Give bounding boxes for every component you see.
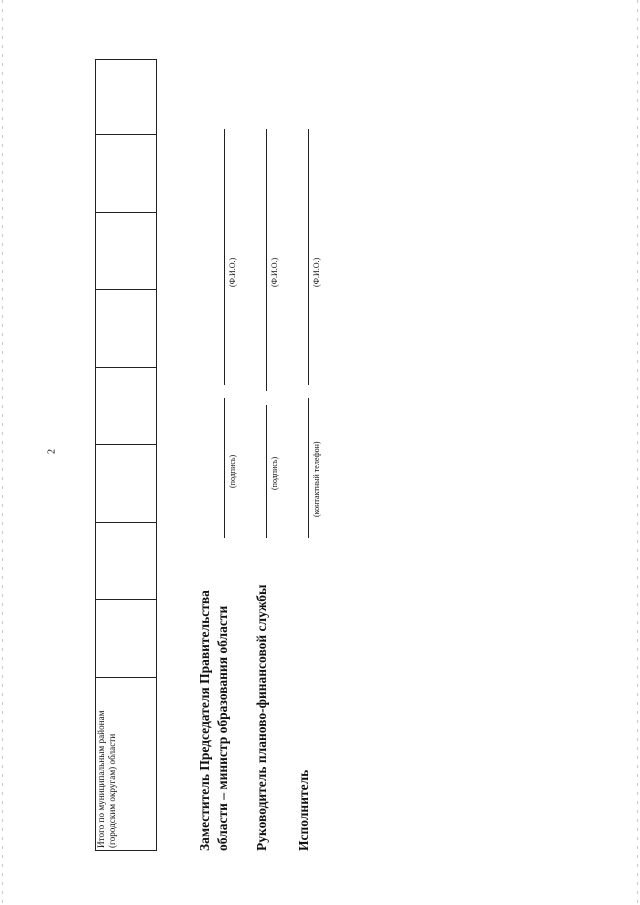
finance-head-name-line [266,129,267,391]
deputy-signature-hint: (подпись) [228,454,237,488]
executor-title: Исполнитель [296,769,311,851]
table-column-divider [96,212,156,213]
deputy-name-line [224,129,225,385]
finance-head-name-hint: (Ф.И.О.) [270,257,279,287]
executor-phone-line [308,398,309,538]
table-column-divider [96,367,156,368]
table-column-divider [96,444,156,445]
deputy-title-line1: Заместитель Председателя Правительства [197,590,212,851]
executor-name-hint: (Ф.И.О.) [312,257,321,287]
total-row-label: Итого по муниципальным районам (городским округам) области [96,710,118,848]
finance-head-signature-line [266,405,267,538]
table-column-divider [96,522,156,523]
deputy-title-line2: области – министр образования области [215,605,230,851]
scan-edge-left [2,0,3,905]
scan-edge-right [637,0,638,905]
deputy-signature-line [224,398,225,538]
total-row-header-cell [96,676,156,850]
page-number: 2 [46,449,58,454]
summary-table [95,59,157,851]
executor-phone-hint: (контактный телефон) [312,441,321,517]
table-column-divider [96,599,156,600]
table-column-divider [96,289,156,290]
finance-head-signature-hint: (подпись) [270,456,279,490]
deputy-name-hint: (Ф.И.О.) [228,257,237,287]
executor-name-line [308,129,309,385]
finance-head-title: Руководитель планово-финансовой службы [254,584,269,851]
table-column-divider [96,134,156,135]
